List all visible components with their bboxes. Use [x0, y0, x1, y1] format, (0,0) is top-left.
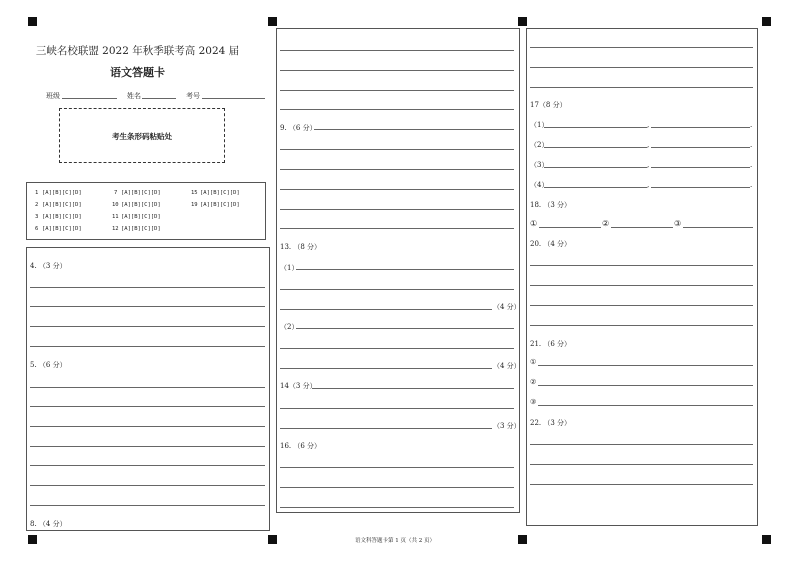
registration-mark: [268, 17, 277, 26]
question-21-item: ②: [530, 378, 537, 386]
choice-number: 1: [35, 190, 39, 196]
choice-number: 11: [112, 214, 119, 220]
answer-line[interactable]: [280, 169, 514, 170]
answer-line[interactable]: [538, 385, 753, 386]
answer-line[interactable]: [280, 467, 514, 468]
exam-title: 三峡名校联盟 2022 年秋季联考高 2024 届: [35, 45, 240, 57]
choice-number: 12: [112, 226, 119, 232]
answer-line[interactable]: [530, 325, 753, 326]
answer-line[interactable]: [280, 149, 514, 150]
choice-number: 7: [114, 190, 118, 196]
answer-line[interactable]: [544, 187, 647, 188]
answer-line[interactable]: [30, 465, 265, 466]
answer-line[interactable]: [544, 127, 647, 128]
choice-number: 6: [35, 226, 39, 232]
answer-line[interactable]: [280, 189, 514, 190]
answer-line[interactable]: [296, 269, 514, 270]
answer-line[interactable]: [280, 348, 514, 349]
choice-number: 15: [191, 190, 198, 196]
answer-line[interactable]: [314, 129, 514, 130]
period: .: [750, 181, 753, 189]
answer-line[interactable]: [530, 305, 753, 306]
question-17-item: （3）: [530, 161, 549, 169]
question-13-part-1: （1）: [280, 264, 299, 272]
answer-line[interactable]: [280, 289, 514, 290]
registration-mark: [762, 535, 771, 544]
choice-options[interactable]: [A][B][C][D]: [121, 214, 161, 220]
answer-line[interactable]: [538, 365, 753, 366]
registration-mark: [268, 535, 277, 544]
question-21-item: ①: [530, 358, 537, 366]
answer-line[interactable]: [651, 147, 750, 148]
question-18-item: ③: [674, 219, 682, 228]
choice-options[interactable]: [A][B][C][D]: [42, 190, 82, 196]
answer-line[interactable]: [538, 405, 753, 406]
question-17-item: （4）: [530, 181, 549, 189]
question-20-label: 20. （4 分）: [530, 240, 572, 248]
answer-line[interactable]: [30, 387, 265, 388]
answer-line[interactable]: [280, 368, 492, 369]
question-13-part-2: （2）: [280, 323, 299, 331]
answer-line[interactable]: [611, 227, 673, 228]
question-16-label: 16. （6 分）: [280, 442, 322, 450]
choice-options[interactable]: [A][B][C][D]: [200, 190, 240, 196]
class-label: 班级: [46, 92, 60, 100]
score-note: （4 分）: [493, 303, 521, 311]
registration-mark: [28, 535, 37, 544]
answer-line[interactable]: [280, 209, 514, 210]
comma: ,: [647, 181, 650, 189]
answer-line[interactable]: [312, 388, 514, 389]
question-14-label: 14（3 分）: [280, 382, 317, 390]
answer-line[interactable]: [30, 446, 265, 447]
period: .: [750, 121, 753, 129]
choice-options[interactable]: [A][B][C][D]: [121, 190, 161, 196]
answer-line[interactable]: [544, 167, 647, 168]
answer-line[interactable]: [683, 227, 753, 228]
answer-line[interactable]: [651, 167, 750, 168]
question-4-label: 4. （3 分）: [30, 262, 67, 270]
question-9-label: 9. （6 分）: [280, 124, 317, 132]
registration-mark: [762, 17, 771, 26]
score-note: （3 分）: [493, 422, 521, 430]
answer-line[interactable]: [651, 127, 750, 128]
question-5-label: 5. （6 分）: [30, 361, 67, 369]
choice-number: 2: [35, 202, 39, 208]
answer-line[interactable]: [530, 285, 753, 286]
answer-line[interactable]: [530, 47, 753, 48]
answer-line[interactable]: [280, 90, 514, 91]
name-field[interactable]: [142, 98, 176, 99]
answer-line[interactable]: [280, 408, 514, 409]
answer-line[interactable]: [280, 228, 514, 229]
answer-line[interactable]: [530, 87, 753, 88]
question-13-label: 13. （8 分）: [280, 243, 322, 251]
registration-mark: [518, 535, 527, 544]
registration-mark: [518, 17, 527, 26]
answer-line[interactable]: [530, 444, 753, 445]
period: .: [750, 141, 753, 149]
question-18-item: ①: [530, 219, 538, 228]
question-17-item: （2）: [530, 141, 549, 149]
answer-line[interactable]: [296, 328, 514, 329]
exam-no-field[interactable]: [202, 98, 265, 99]
comma: ,: [647, 161, 650, 169]
question-18-item: ②: [602, 219, 610, 228]
comma: ,: [647, 121, 650, 129]
answer-line[interactable]: [280, 507, 514, 508]
exam-no-label: 考号: [186, 92, 200, 100]
answer-line[interactable]: [30, 287, 265, 288]
answer-line[interactable]: [30, 326, 265, 327]
answer-line[interactable]: [530, 484, 753, 485]
answer-line[interactable]: [30, 406, 265, 407]
answer-line[interactable]: [651, 187, 750, 188]
choice-options[interactable]: [A][B][C][D]: [42, 226, 82, 232]
page-footer: 语文科答题卡第 1 页（共 2 页）: [355, 538, 435, 544]
question-8-label: 8. （4 分）: [30, 520, 67, 528]
choice-options[interactable]: [A][B][C][D]: [200, 202, 240, 208]
answer-line[interactable]: [30, 505, 265, 506]
question-21-label: 21. （6 分）: [530, 340, 572, 348]
choice-number: 19: [191, 202, 198, 208]
answer-line[interactable]: [280, 50, 514, 51]
choice-number: 10: [112, 202, 119, 208]
question-17-label: 17（8 分）: [530, 101, 567, 109]
barcode-area: [59, 108, 225, 163]
answer-sheet-title: 语文答题卡: [110, 66, 165, 79]
answer-line[interactable]: [280, 487, 514, 488]
period: .: [750, 161, 753, 169]
answer-line[interactable]: [530, 464, 753, 465]
answer-box-left: [26, 247, 270, 531]
comma: ,: [647, 141, 650, 149]
choice-options[interactable]: [A][B][C][D]: [121, 202, 161, 208]
barcode-label: 考生条形码粘贴处: [112, 132, 172, 141]
answer-line[interactable]: [280, 309, 492, 310]
answer-line[interactable]: [280, 70, 514, 71]
choice-options[interactable]: [A][B][C][D]: [42, 214, 82, 220]
question-18-label: 18. （3 分）: [530, 201, 572, 209]
class-field[interactable]: [62, 98, 117, 99]
answer-line[interactable]: [280, 109, 514, 110]
answer-line[interactable]: [530, 265, 753, 266]
answer-line[interactable]: [544, 147, 647, 148]
choice-options[interactable]: [A][B][C][D]: [42, 202, 82, 208]
choice-options[interactable]: [A][B][C][D]: [121, 226, 161, 232]
answer-line[interactable]: [30, 426, 265, 427]
question-17-item: （1）: [530, 121, 549, 129]
answer-line[interactable]: [539, 227, 601, 228]
score-note: （4 分）: [493, 362, 521, 370]
answer-line[interactable]: [30, 485, 265, 486]
answer-line[interactable]: [30, 346, 265, 347]
choice-number: 3: [35, 214, 39, 220]
name-label: 姓名: [127, 92, 141, 100]
question-21-item: ③: [530, 398, 537, 406]
registration-mark: [28, 17, 37, 26]
answer-line[interactable]: [280, 428, 492, 429]
answer-line[interactable]: [30, 306, 265, 307]
answer-line[interactable]: [530, 67, 753, 68]
question-22-label: 22. （3 分）: [530, 419, 572, 427]
